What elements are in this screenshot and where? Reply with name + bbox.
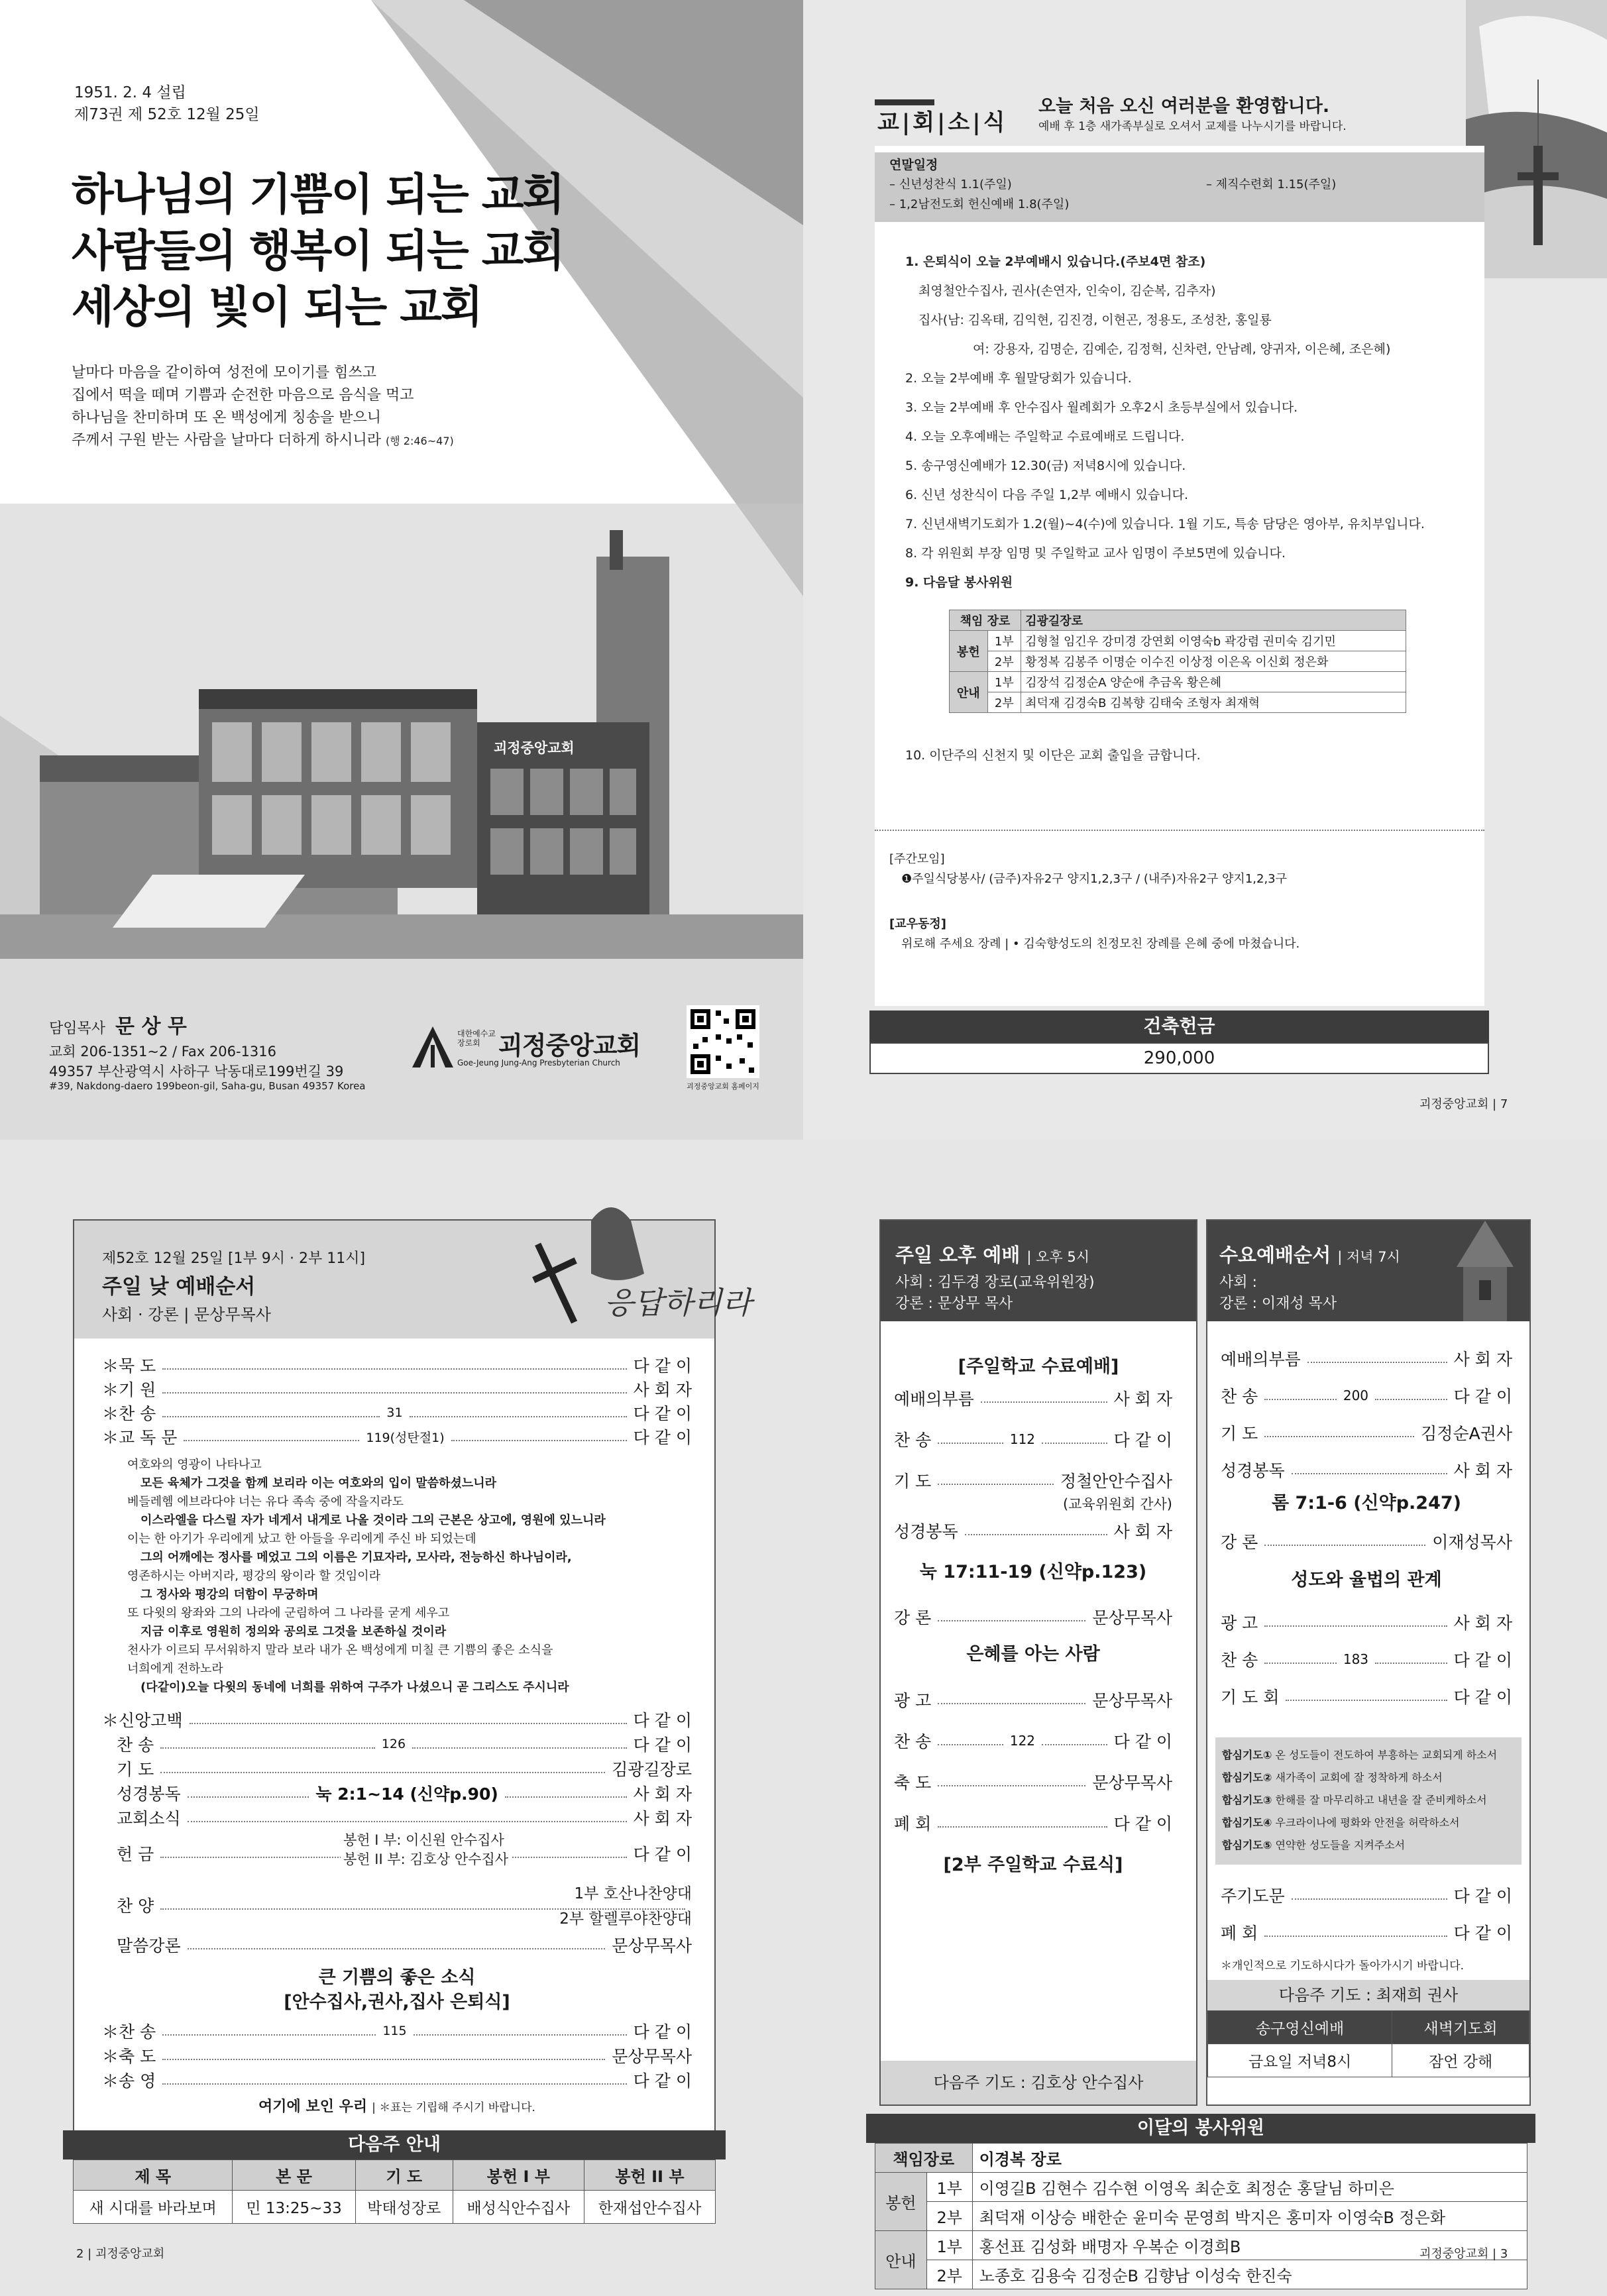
divider [875,830,1484,831]
wednesday-scripture: 롬 7:1-6 (신약p.247) [1271,1493,1462,1513]
wednesday-note: ＊개인적으로 기도하시다가 돌아가시기 바랍니다. [1221,1959,1465,1973]
page-number: 괴정중앙교회 | 7 [1419,1097,1508,1111]
new-year-table [1207,2010,1529,2077]
order-row: ＊교 독 문 119(성탄절1) 다 같 이 [102,1428,692,1447]
next-month-servers-table [949,610,1406,713]
serv-group: 안내 [950,672,988,713]
notice-7: 7. 신년새벽기도회가 1.2(월)~4(수)에 있습니다. 1월 기도, 특송 담당은 영아부, 유치부입니다. [905,517,1425,531]
serv-head-label: 책임 장로 [950,610,1021,631]
afternoon-box [879,1219,1197,2106]
wednesday-leader: 사회 : [1219,1274,1257,1291]
serv-part: 2부 [987,651,1021,672]
joint-prayer-item: 합심기도③ 한해를 잘 마무리하고 내년을 잘 준비케하소서 [1222,1794,1487,1806]
notice-4: 4. 오늘 오후예배는 주일학교 수료예배로 드립니다. [905,429,1185,444]
issue-number: 제73권 제 52호 12월 25일 [74,106,260,123]
notice-2: 2. 오늘 2부예배 후 월말당회가 있습니다. [905,371,1132,386]
calendar-item-2: – 제직수련회 1.15(주일) [1206,178,1337,191]
pastor-line: 담임목사 문 상 무 [49,1015,187,1038]
joint-prayer-item: 합심기도① 온 성도들이 전도하여 부흥하는 교회되게 하소서 [1222,1749,1498,1761]
church-address-en: #39, Nakdong-daero 199beon-gil, Saha-gu, Busan 49357 Korea [49,1080,366,1092]
building-fund-title: 건축헌금 [869,1011,1489,1042]
order-row: ＊찬 송 31 다 같 이 [102,1404,693,1423]
offering-row: 헌 금 다 같 이 [117,1845,692,1864]
monthly-group: 봉헌 [875,2173,927,2231]
calendar-item-3: – 1,2남전도회 헌신예배 1.8(주일) [889,197,1070,211]
wednesday-sermon-title: 성도와 율법의 관계 [1291,1570,1442,1590]
order-row: 성경봉독 눅 2:1~14 (신약p.90) 사 회 자 [117,1784,693,1804]
monthly-names: 이영길B 김현수 김수현 이영옥 최순호 최정순 홍달님 하미은 [972,2173,1527,2202]
calendar-title: 연말일정 [889,158,938,172]
prayer-note: (교육위원회 간사) [1062,1496,1172,1512]
sunday-issue: 제52호 12월 25일 [1부 9시 · 2부 11시] [102,1250,366,1267]
joint-prayer-item: 합심기도④ 우크라이나에 평화와 안전을 허락하소서 [1222,1816,1460,1829]
notice-1-c: 여: 강용자, 김명순, 김예순, 김정혁, 신차련, 안남례, 양귀자, 이은혜, 조은혜) [973,342,1391,356]
cover-page [0,0,803,1140]
notice-1: 1. 은퇴식이 오늘 2부예배시 있습니다.(주보4면 참조) [905,254,1206,269]
monthly-head-value: 이경복 장로 [972,2144,1527,2173]
order-row: 강 론 이재성목사 [1221,1533,1512,1552]
church-steeple-icon [1441,1221,1529,1321]
page-number: 2 | 괴정중앙교회 [76,2247,165,2261]
joint-prayer-panel [1215,1737,1522,1865]
sunday-service-page [0,1140,803,2296]
afternoon-sub-1: [주일학교 수료예배] [958,1356,1119,1377]
serv-names: 황정복 김봉주 이명순 이수진 이상정 이은옥 이신회 정은화 [1021,651,1406,672]
notice-3: 3. 오늘 2부예배 후 안수집사 월례회가 오후2시 초등부실에서 있습니다. [905,400,1298,415]
ny-head: 새벽기도회 [1392,2011,1529,2044]
order-row: 강 론 문상무목사 [894,1608,1172,1627]
denomination: 대한예수교 장로회 [457,1029,496,1048]
serv-part: 2부 [987,692,1021,713]
afternoon-sub-2: [2부 주일학교 수료식] [943,1855,1123,1875]
next-head-cell: 봉헌 II 부 [584,2160,715,2191]
order-row: ＊찬 송 115 다 같 이 [102,2022,692,2042]
verse-line-4: 주께서 구원 받는 사람을 날마다 더하게 하시니라 (행 2:46~47) [72,432,454,449]
order-row: 찬 송 183 다 같 이 [1221,1651,1513,1670]
sunday-title: 주일 낮 예배순서 [102,1275,256,1299]
praise-row: 찬 양 [102,1893,692,1917]
offering-1: 봉헌 I 부: 이신원 안수집사 [341,1830,507,1849]
afternoon-order [894,1386,1172,1983]
praise-1: 1부 호산나찬양대 [574,1885,692,1902]
notice-9: 9. 다음달 봉사위원 [905,575,1013,590]
order-row: ＊축 도 문상무목사 [102,2047,692,2066]
order-row: 찬 송 200 다 같 이 [1221,1387,1513,1406]
afternoon-title: 주일 오후 예배 | 오후 5시 [895,1244,1090,1266]
order-row: 광 고 사 회 자 [1221,1613,1512,1633]
joint-prayer-item: 합심기도② 새가족이 교회에 잘 정착하게 하소서 [1222,1771,1443,1784]
next-head-cell: 봉헌 I 부 [453,2160,584,2191]
welcome-subtext: 예배 후 1층 새가족부실로 오셔서 교제를 나누시기를 바랍니다. [1038,120,1347,133]
order-row: 교회소식 사 회 자 [117,1809,692,1828]
order-row: 폐 회 다 같 이 [1221,1924,1512,1943]
order-row: 폐 회 다 같 이 [894,1814,1172,1833]
church-phone: 교회 206-1351~2 / Fax 206-1316 [49,1044,276,1060]
monthly-group: 안내 [875,2231,927,2289]
monthly-part: 2부 [926,2202,972,2231]
vision-line-1: 하나님의 기쁨이 되는 교회 [72,168,564,220]
church-address: 49357 부산광역시 사하구 낙동대로199번길 39 [49,1064,344,1079]
joint-prayer-item: 합심기도⑤ 연약한 성도들을 지켜주소서 [1222,1839,1406,1851]
next-cell: 새 시대를 바라보며 [74,2191,233,2224]
news-title: 교|회|소|식 [877,109,1008,136]
order-row: 찬 송 112 다 같 이 [894,1431,1173,1450]
ny-cell: 잠언 강해 [1392,2044,1529,2077]
next-head-cell: 제 목 [74,2160,233,2191]
church-name-en: Goe-Jeung Jung-Ang Presbyterian Church [457,1058,620,1067]
afternoon-scripture: 눅 17:11-19 (신약p.123) [919,1562,1147,1582]
condolence-label: [교우동정] [889,917,947,931]
verse-line-3: 하나님을 찬미하며 또 온 백성에게 칭송을 받으니 [72,410,382,426]
order-row: 찬 송 122 다 같 이 [894,1732,1173,1751]
notice-8: 8. 각 위원회 부장 임명 및 주일학교 교사 임명이 주보5면에 있습니다. [905,546,1286,561]
sermon-title: 큰 기쁨의 좋은 소식 [318,1967,476,1988]
verse-line-1: 날마다 마음을 같이하여 성전에 모이기를 힘쓰고 [72,364,377,381]
ny-head: 송구영신예배 [1208,2011,1392,2044]
serv-names: 김장석 김정순A 양순애 추금옥 황은혜 [1021,672,1406,692]
next-cell: 박태성장로 [355,2191,453,2224]
order-row: 주기도문 다 같 이 [1221,1886,1512,1906]
sunday-box [73,1219,752,2190]
next-head-cell: 기 도 [355,2160,453,2191]
order-row: 찬 송 126 다 같 이 [117,1735,692,1755]
order-list-2 [102,1708,692,2158]
vision-line-3: 세상의 빛이 되는 교회 [72,281,482,333]
wednesday-next-prayer: 다음주 기도 : 최재희 권사 [1207,1980,1529,2010]
weekly-label: [주간모임] [889,852,945,866]
notice-6: 6. 신년 성찬식이 다음 주일 1,2부 예배시 있습니다. [905,488,1189,502]
calendar-item-1: – 신년성찬식 1.1(주일) [889,178,1012,191]
cover-footer [0,959,803,1140]
order-row: ＊송 영 다 같 이 [102,2071,692,2091]
qr-caption: 괴정중앙교회 홈페이지 [687,1082,759,1091]
cover-background-art [0,0,803,959]
order-row: 성경봉독 사 회 자 [1221,1461,1512,1480]
sermon-subtitle: [안수집사,권사,집사 은퇴식] [284,1992,510,2012]
serv-names: 최덕재 김경숙B 김복향 김태숙 조형자 최재혁 [1021,692,1406,713]
serv-head-value: 김광길장로 [1021,610,1406,631]
serv-group: 봉헌 [950,631,988,672]
building-sign: 괴정중앙교회 [494,740,575,756]
serv-part: 1부 [987,672,1021,692]
sermon-row: 말씀강론 문상무목사 [117,1936,692,1955]
order-row: 기 도 김정순A권사 [1221,1424,1512,1443]
responsive-reading: 여호와의 영광이 나타나고 모든 육체가 그것을 함께 보리라 이는 여호와의 입이 말씀하셨느니라 베들레헴 에브라다야 너는 유다 족속 중에 작을지라도 이스라엘을 다스릴 자가 네게서 내게로 나올 것이라 그의 근본은 상고에, 영원에 있느니라 이는 한 아기가 우리에게 났고 한 아들을 우리에게 주신 바 되었는데 그의 어깨에는 정사를 메었고 그의 이름은 기묘자라, 모사라, 전능하신 하나님이라, 영존하시는 아버지라, 평강의 왕이라 할 것임이라 그 정사와 평강의 더함이 무궁하며 또 다윗의 왕좌와 그의 나라에 군림하여 그 나라를 굳게 세우고 지금 이후로 영원히 정의와 공의로 그것을 보존하실 것이라 천사가 이르되 무서워하지 말라 보라 내가 온 백성에게 미칠 큰 기쁨의 좋은 소식을 너희에게 전하노라 (다같이)오늘 다윗의 동네에 너희를 위하여 구주가 나셨으니 곧 그리스도 주시니라 [127,1458,606,1694]
monthly-names: 노종호 김용숙 김정순B 김향남 이성숙 한진숙 [972,2260,1527,2289]
verse-line-2: 집에서 떡을 떼며 기쁨과 순전한 마음으로 음식을 먹고 [72,387,414,404]
order-row: ＊기 원 사 회 자 [102,1380,692,1399]
order-row: 기 도 정철안안수집사 [894,1472,1172,1491]
closing-line: 여기에 보인 우리 | ＊표는 기립해 주시기 바랍니다. [258,2099,535,2115]
serv-part: 1부 [987,631,1021,651]
founded-date: 1951. 2. 4 설립 [74,84,186,101]
church-logo-name: 괴정중앙교회 [498,1031,641,1060]
next-cell: 배성식안수집사 [453,2191,584,2224]
monthly-part: 1부 [926,2173,972,2202]
ny-cell: 금요일 저녁8시 [1208,2044,1392,2077]
notice-5: 5. 송구영신예배가 12.30(금) 저녁8시에 있습니다. [905,459,1186,473]
next-week-title: 다음주 안내 [63,2130,726,2159]
vision-line-2: 사람들의 행복이 되는 교회 [72,225,564,276]
notice-10: 10. 이단주의 신천지 및 이단은 교회 출입을 금합니다. [905,748,1201,763]
next-head-cell: 본 문 [233,2160,355,2191]
order-row: 축 도 문상무목사 [894,1773,1172,1792]
order-row: ＊묵 도 다 같 이 [102,1356,692,1376]
svg-text:응답하리라: 응답하리라 [604,1285,752,1321]
weekday-services-page [803,1140,1607,2296]
wednesday-preacher: 강론 : 이재성 목사 [1219,1295,1337,1312]
wednesday-box [1206,1219,1531,2106]
pastor-name: 문 상 무 [115,1015,187,1038]
sunday-leader: 사회 · 강론 | 문상무목사 [102,1305,271,1324]
notice-1-a: 최영철안수집사, 권사(손연자, 인숙이, 김순복, 김추자) [918,284,1216,298]
monthly-part: 2부 [926,2260,972,2289]
order-row: 예배의부름 사 회 자 [894,1390,1172,1409]
next-cell: 한재섭안수집사 [584,2191,715,2224]
monthly-part: 1부 [926,2231,972,2260]
verse-reference: (행 2:46~47) [386,435,454,447]
church-news-page [803,0,1607,1140]
afternoon-preacher: 강론 : 문상무 목사 [895,1295,1013,1312]
praise-2: 2부 할렐루야찬양대 [559,1910,692,1928]
offering-2: 봉헌 II 부: 김호상 안수집사 [341,1849,511,1869]
next-week-table [73,2159,716,2224]
page-number: 괴정중앙교회 | 3 [1419,2247,1508,2261]
praying-hands-icon [512,1194,752,1333]
monthly-names: 홍선표 김성화 배명자 우복순 이경희B [972,2231,1527,2260]
weekly-text: ❶주일식당봉사/ (금주)자유2구 양지1,2,3구 / (내주)자유2구 양지1,2,3구 [901,872,1288,886]
afternoon-next-prayer: 다음주 기도 : 김호상 안수집사 [881,2061,1196,2105]
order-row: ＊신앙고백 다 같 이 [102,1711,692,1730]
monthly-servers-table [875,2143,1527,2289]
condolence-text: 위로해 주세요 장례 | • 김숙향성도의 친정모친 장례를 은혜 중에 마쳤습니다. [901,937,1300,951]
notice-1-b: 집사(남: 김옥태, 김익현, 김진경, 이현곤, 정용도, 조성찬, 홍일룡 [918,313,1272,327]
monthly-names: 최덕재 이상승 배한순 윤미숙 문영희 박지은 홍미자 이영숙B 정은화 [972,2202,1527,2231]
monthly-servers-title: 이달의 봉사위원 [866,2114,1535,2143]
next-cell: 민 13:25~33 [233,2191,355,2224]
wednesday-order-end [1221,1883,1512,1963]
order-row: 성경봉독 사 회 자 [894,1522,1172,1541]
news-box [875,146,1484,1006]
afternoon-leader: 사회 : 김두경 장로(교육위원장) [895,1274,1095,1291]
order-row: 기 도 회 다 같 이 [1221,1688,1512,1707]
order-row: 기 도 김광길장로 [117,1760,692,1779]
wednesday-title: 수요예배순서 | 저녁 7시 [1219,1244,1400,1266]
order-row: 광 고 문상무목사 [894,1691,1172,1710]
bible-cross-photo [1466,0,1607,278]
building-fund-amount: 290,000 [869,1042,1489,1074]
welcome-heading: 오늘 처음 오신 여러분을 환영합니다. [1038,96,1330,117]
afternoon-sermon-title: 은혜를 아는 사람 [966,1644,1100,1665]
qr-code-icon[interactable] [687,1005,759,1078]
order-row: 예배의부름 사 회 자 [1221,1350,1512,1369]
church-logo-icon [411,1025,455,1069]
serv-names: 김형철 임긴우 강미경 강연회 이영숙b 곽강렴 권미숙 김기민 [1021,631,1406,651]
monthly-head-label: 책임장로 [875,2144,973,2173]
